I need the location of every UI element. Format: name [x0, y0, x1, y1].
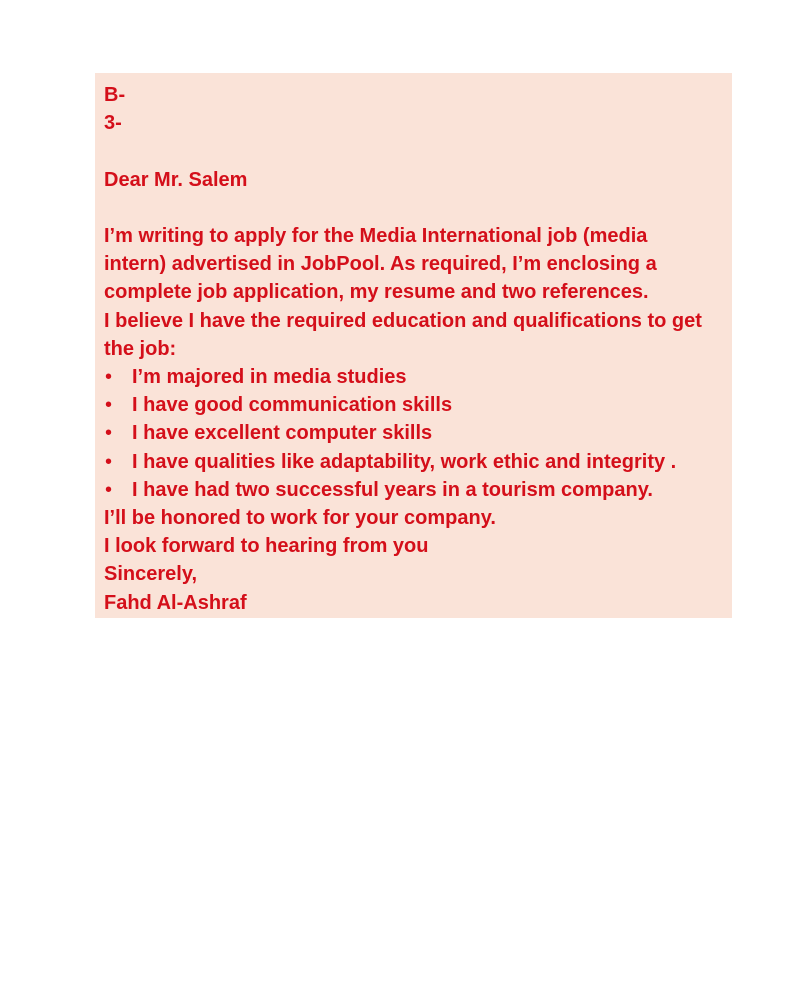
bullet-icon: • — [105, 450, 113, 473]
bullet-icon: • — [105, 422, 113, 445]
list-item-text: I have excellent computer skills — [132, 422, 433, 445]
list-item — [104, 476, 722, 504]
list-item — [104, 448, 722, 476]
body-line: I’m writing to apply for the Media International job (media — [104, 224, 648, 247]
body-line: intern) advertised in JobPool. As required, I’m enclosing a — [104, 253, 657, 276]
bullet-icon: • — [105, 394, 113, 417]
signature: Fahd Al-Ashraf — [104, 591, 247, 614]
list-item — [104, 419, 722, 447]
spacer — [104, 194, 722, 222]
list-item — [104, 363, 722, 391]
label-b: B- — [104, 84, 126, 106]
letter-closing — [104, 504, 722, 617]
label-3: 3- — [104, 112, 122, 135]
body-line: complete job application, my resume and two references. — [104, 281, 649, 304]
body-line: I believe I have the required education and qualifications to get — [104, 309, 702, 332]
spacer — [104, 137, 722, 165]
sign-off: Sincerely, — [104, 563, 198, 586]
bullet-icon: • — [105, 478, 113, 501]
list-item-text: I have had two successful years in a tourism company. — [132, 478, 653, 501]
list-item-text: I have qualities like adaptability, work ethic and integrity . — [132, 450, 677, 473]
qualifications-list — [104, 363, 722, 504]
closing-line: I’ll be honored to work for your company. — [104, 507, 496, 530]
closing-line: I look forward to hearing from you — [104, 535, 429, 558]
letter-body — [104, 222, 722, 363]
body-line: the job: — [104, 337, 177, 360]
list-item-text: I have good communication skills — [132, 394, 453, 417]
bullet-icon: • — [105, 366, 113, 388]
cover-letter-box — [95, 73, 732, 618]
list-item — [104, 391, 722, 419]
greeting: Dear Mr. Salem — [104, 168, 248, 191]
list-item-text: I’m majored in media studies — [132, 366, 407, 388]
